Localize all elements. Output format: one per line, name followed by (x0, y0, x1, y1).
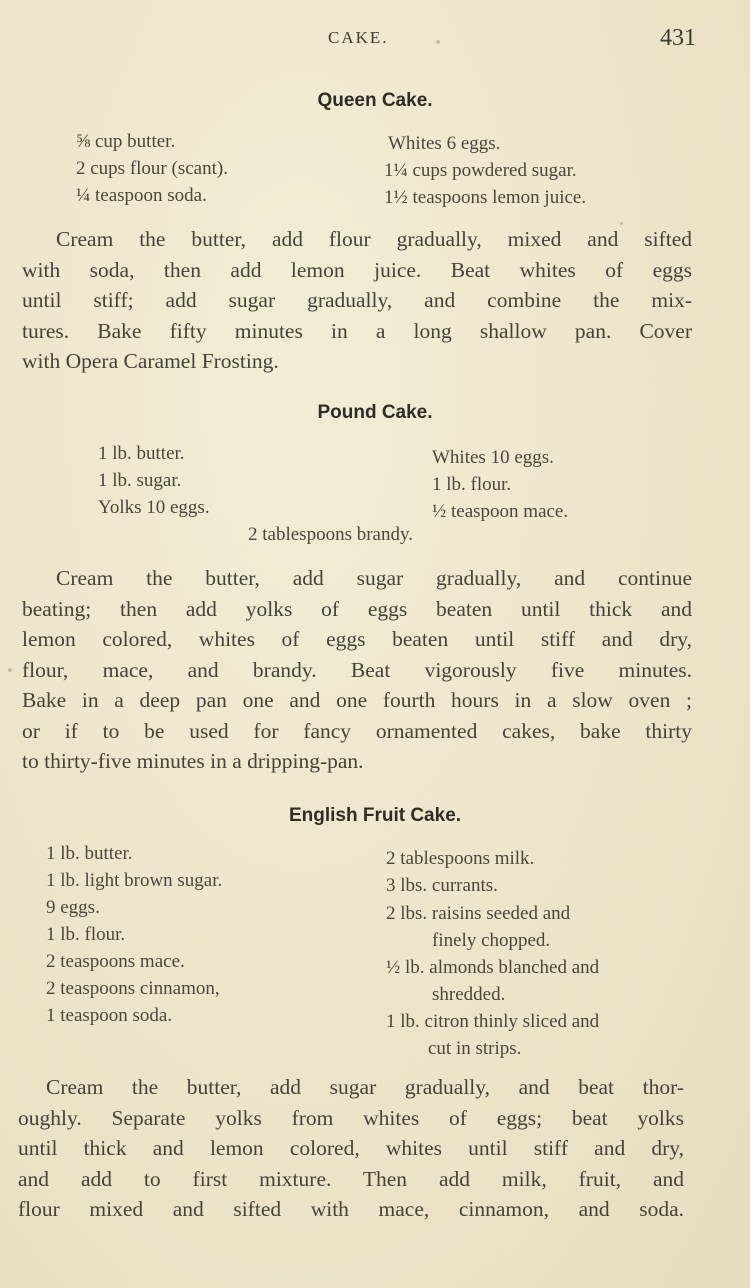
text-line: beating; then add yolks of eggs beaten until thick and (22, 596, 692, 621)
ingredient-item: 2 tablespoons milk. (386, 848, 535, 869)
page-number: 431 (660, 25, 696, 51)
text-line: tures. Bake fifty minutes in a long shallow pan. Cover (22, 318, 692, 343)
ingredient-item: 1 lb. flour. (46, 924, 126, 945)
ingredient-item: ⅝ cup butter. (76, 131, 176, 152)
method-paragraph-queen-cake (22, 224, 692, 377)
recipe-title-pound-cake: Pound Cake. (317, 402, 433, 423)
paper-speck (620, 222, 623, 225)
text-line: Cream the butter, add sugar gradually, and beat thor- (46, 1075, 684, 1099)
ingredient-item: Whites 10 eggs. (432, 447, 554, 468)
ingredient-item: shredded. (432, 984, 506, 1005)
text-line: and add to first mixture. Then add milk, fruit, and (18, 1166, 684, 1191)
paper-speck (8, 668, 12, 672)
ingredient-item: 1 lb. butter. (46, 843, 133, 864)
text-line: flour mixed and sifted with mace, cinnamon, and soda. (18, 1197, 684, 1221)
text-line: until thick and lemon colored, whites until stiff and dry, (18, 1136, 684, 1160)
ingredient-item: 1½ teaspoons lemon juice. (384, 187, 587, 208)
text-line: with soda, then add lemon juice. Beat whites of eggs (22, 257, 692, 282)
ingredient-item: ½ lb. almonds blanched and (386, 957, 600, 978)
recipe-title-queen-cake: Queen Cake. (317, 90, 433, 111)
ingredient-item: 1 lb. sugar. (98, 470, 182, 491)
ingredient-item: 1 teaspoon soda. (46, 1005, 173, 1026)
method-paragraph-english-fruit-cake (18, 1072, 684, 1225)
ingredient-item: 2 cups flour (scant). (76, 158, 228, 179)
ingredient-item: Yolks 10 eggs. (98, 497, 210, 518)
ingredient-item: finely chopped. (432, 930, 551, 951)
ingredient-item: 2 teaspoons cinnamon, (46, 978, 220, 999)
paper-speck (436, 40, 440, 44)
text-line: oughly. Separate yolks from whites of eggs; beat yolks (18, 1105, 684, 1130)
ingredient-item: 1 lb. light brown sugar. (46, 870, 223, 891)
ingredient-item: ½ teaspoon mace. (432, 501, 569, 522)
ingredient-item: 1 lb. flour. (432, 474, 512, 495)
ingredient-item: cut in strips. (428, 1038, 522, 1059)
running-title: CAKE. (328, 28, 389, 47)
running-head (0, 25, 750, 54)
text-line: lemon colored, whites of eggs beaten until stiff and dry, (22, 627, 692, 651)
text-line: with Opera Caramel Frosting. (22, 349, 279, 373)
text-line: Cream the butter, add sugar gradually, and continue (56, 566, 692, 590)
ingredient-item: 1¼ cups powdered sugar. (384, 160, 577, 181)
ingredient-item: 2 tablespoons brandy. (248, 524, 413, 545)
recipe-title-english-fruit-cake: English Fruit Cake. (288, 805, 462, 826)
method-paragraph-pound-cake (22, 563, 692, 777)
text-line: or if to be used for fancy ornamented cakes, bake thirty (22, 718, 692, 743)
text-line: flour, mace, and brandy. Beat vigorously five minutes. (22, 657, 692, 682)
ingredient-item: 1 lb. butter. (98, 443, 185, 464)
ingredient-item: Whites 6 eggs. (388, 133, 501, 154)
text-line: to thirty-five minutes in a dripping-pan. (22, 749, 364, 773)
ingredient-item: 2 lbs. raisins seeded and (386, 903, 571, 924)
ingredient-item: 3 lbs. currants. (386, 875, 498, 896)
text-line: Cream the butter, add flour gradually, mixed and sifted (56, 227, 692, 251)
ingredient-item: 9 eggs. (46, 897, 100, 918)
ingredient-item: 1 lb. citron thinly sliced and (386, 1011, 600, 1032)
text-line: Bake in a deep pan one and one fourth hours in a slow oven ; (22, 688, 692, 712)
ingredient-item: 2 teaspoons mace. (46, 951, 185, 972)
ingredient-item: ¼ teaspoon soda. (76, 185, 207, 206)
text-line: until stiff; add sugar gradually, and combine the mix- (22, 288, 692, 312)
